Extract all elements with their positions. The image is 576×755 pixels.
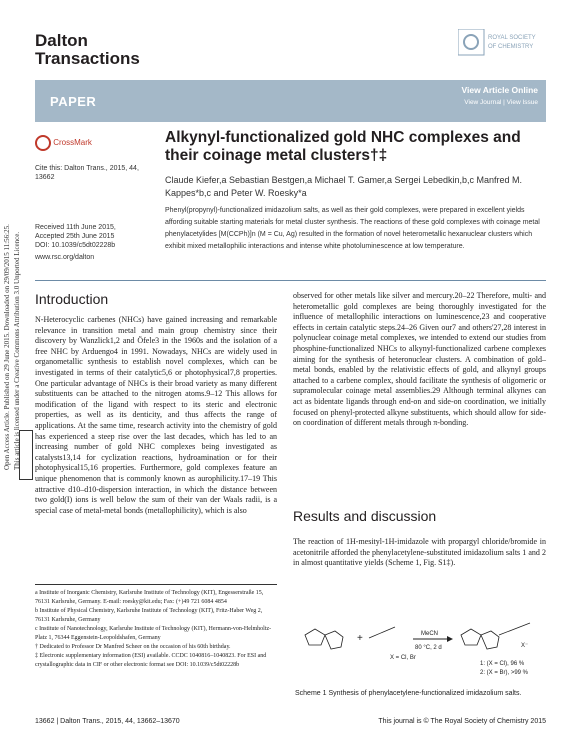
journal-name	[35, 32, 140, 68]
footnote: ‡ Electronic supplementary information (ESI) available. CCDC 1040816–1040823. For ESI and crystallographic data in CIF or other electronic format see DOI: 10.1039/c5dt02228b	[35, 653, 267, 668]
journal-name-line2: Transactions	[35, 49, 140, 68]
journal-name-line1: Dalton	[35, 31, 88, 50]
crossmark-badge[interactable]	[35, 135, 92, 151]
footnote-divider	[35, 584, 277, 585]
yield-2: 2: (X = Br), >99 %	[480, 670, 529, 676]
license-line-2[interactable]: This article is licensed under a Creative Commons Attribution 3.0 Unported Licence.	[13, 231, 21, 470]
crossmark-label: CrossMark	[53, 138, 92, 148]
footnotes	[35, 589, 277, 670]
product-mesityl-ring	[481, 631, 499, 649]
citation: Cite this: Dalton Trans., 2015, 44, 13662	[35, 165, 139, 181]
results-text: The reaction of 1H-mesityl-1H-imidazole with propargyl chloride/bromide in acetonitrile afforded the phenylacetylene-substituted imidazolium salts 1 and 2 in almost quantitative yields (Scheme 1, Fig. S1‡).	[293, 537, 546, 568]
x-label: X = Cl, Br	[390, 655, 416, 661]
footnote: † Dedicated to Professor Dr Manfred Scheer on the occasion of his 60th birthday.	[35, 644, 231, 650]
imidazole-ring	[305, 629, 325, 645]
doi[interactable]: DOI: 10.1039/c5dt02228b	[35, 242, 116, 249]
journal-url[interactable]: www.rsc.org/dalton	[35, 254, 95, 261]
arrow-head	[447, 636, 453, 642]
article-type-label: PAPER	[50, 94, 97, 109]
counterion-label: X⁻	[521, 643, 529, 649]
footnote: b Institute of Physical Chemistry, Karlsruhe Institute of Technology (KIT), Fritz-Haber Weg 2, 76131 Karlsruhe, Germany	[35, 608, 263, 623]
introduction-text-continued: observed for other metals like silver and mercury.20–22 Therefore, multi- and heterometallic gold complexes are being thoroughly investigated for the influence of metallophilic interactions on luminescence,23 and cooperative effects in certain catalytic steps.24–26 Given our7 and others'27,28 interest in polynuclear coinage metal complexes, we intended to extend our studies from phosphine-functionalized NHCs to alkynyl-functionalized carbene complexes aiming for the synthesis of heteronuclear clusters. A combination of gold–metal bonds, enabled by the relativistic effects of gold, and alkynyl groups attached to a carbene complex, should facilitate the synthesis of oligomeric or supramolecular coinage metal assemblies.29 Although terminal alkynes can act as bidentate ligands through end-on and side-on coordination, we initially focused on phenyl-protected alkyne substituents, which should allow for side-on coordination of different metals through π-bonding.	[293, 291, 546, 428]
license-line-1: Open Access Article. Published on 29 June 2015. Downloaded on 29/09/2015 11:56:25.	[3, 224, 11, 470]
author-list: Claude Kiefer,a Sebastian Bestgen,a Michael T. Gamer,a Sergei Lebedkin,b,c Manfred M. Kappes*b,c and Peter W. Roesky*a	[165, 175, 523, 198]
scheme-1-caption: Scheme 1 Synthesis of phenylacetylene-functionalized imidazolium salts.	[295, 690, 522, 697]
footnote: c Institute of Nanotechnology, Karlsruhe Institute of Technology (KIT), Hermann-von-Helmholtz-Platz 1, 76344 Eggenstein-Leopoldshafen, Germany	[35, 626, 272, 641]
rsc-logo-text-2: OF CHEMISTRY	[488, 44, 534, 50]
reagent-label: MeCN	[421, 631, 439, 637]
header-divider	[35, 280, 546, 281]
view-online-link[interactable]: View Article Online	[461, 85, 538, 95]
product-alkyne	[499, 623, 530, 635]
page-footer-left: 13662 | Dalton Trans., 2015, 44, 13662–13670	[35, 718, 180, 725]
mesityl-ring	[325, 631, 343, 649]
introduction-heading: Introduction	[35, 291, 109, 307]
scheme-1-figure	[295, 605, 548, 685]
footnote: a Institute of Inorganic Chemistry, Karlsruhe Institute of Technology (KIT), Engesserstraße 15, 76131 Karlsruhe, Germany. E-mail: roesky@kit.edu; Fax: (+)49 721 6084 4854	[35, 590, 264, 605]
alkyne-bond	[369, 627, 395, 638]
crossmark-icon	[35, 135, 51, 151]
introduction-text: N-Heterocyclic carbenes (NHCs) have gained increasing and remarkable relevance in transition metal and main group chemistry since their discovery by Wanzlick1,2 and Öfele3 in the 1960s and the isolation of a free NHC by Arduengo4 in 1991. Nowadays, NHCs are widely used in organometallic synthesis to establish novel complexes, which can be investigated in terms of their catalytic5,6 or photophysical7,8 properties. One particular advantage of NHCs is their broad variety as many different substituents can be attached to the nitrogen atoms.9–12 This allows for modification of the ligand with respect to its steric and electronic properties, as well as its denticity, and thus affects the range of applications. At the same time, research activity into the chemistry of gold has experienced a steep rise over the last decades, which has led to an increasing number of gold NHC complexes being investigated as catalysts13,14 for cyclization reactions, hydroamination or for their photophysical15,16 properties. Furthermore, gold complexes feature an unique phenomenon that is commonly known as aurophilicity.17–19 This attractive d10–d10-dispersion interaction, in which the distance between two gold(I) ions is well below the sum of their van der Waals radii, is a special case of metal-metal bonds (metallophilicity), which is also	[35, 315, 277, 515]
results-heading: Results and discussion	[293, 508, 437, 524]
view-journal-issue-links[interactable]: View Journal | View Issue	[464, 99, 538, 106]
rsc-logo-text-1: ROYAL SOCIETY	[488, 35, 536, 41]
received-dates: Received 11th June 2015, Accepted 25th June 2015	[35, 224, 116, 240]
article-title: Alkynyl-functionalized gold NHC complexes and their coinage metal clusters†‡	[165, 129, 521, 164]
license-sidebar	[2, 90, 22, 470]
plus-sign: +	[357, 633, 363, 644]
rsc-logo	[458, 29, 546, 59]
page-footer-right: This journal is © The Royal Society of Chemistry 2015	[378, 718, 546, 725]
product-imidazolium-ring	[461, 629, 481, 645]
abstract: Phenyl(propynyl)-functionalized imidazolium salts, as well as their gold complexes, were prepared in excellent yields affording suitable starting materials for metal cluster synthesis. The reactions of these gold complexes with coinage metal phenylacetylides [M(CCPh)]n (M = Cu, Ag) resulted in the formation of novel heterometallic hexanuclear clusters which exhibit mixed metallophilic interactions and intense white photoluminescence at low temperature.	[165, 207, 540, 250]
yield-1: 1: (X = Cl), 96 %	[480, 661, 525, 667]
conditions-label: 80 °C, 2 d	[415, 645, 442, 651]
